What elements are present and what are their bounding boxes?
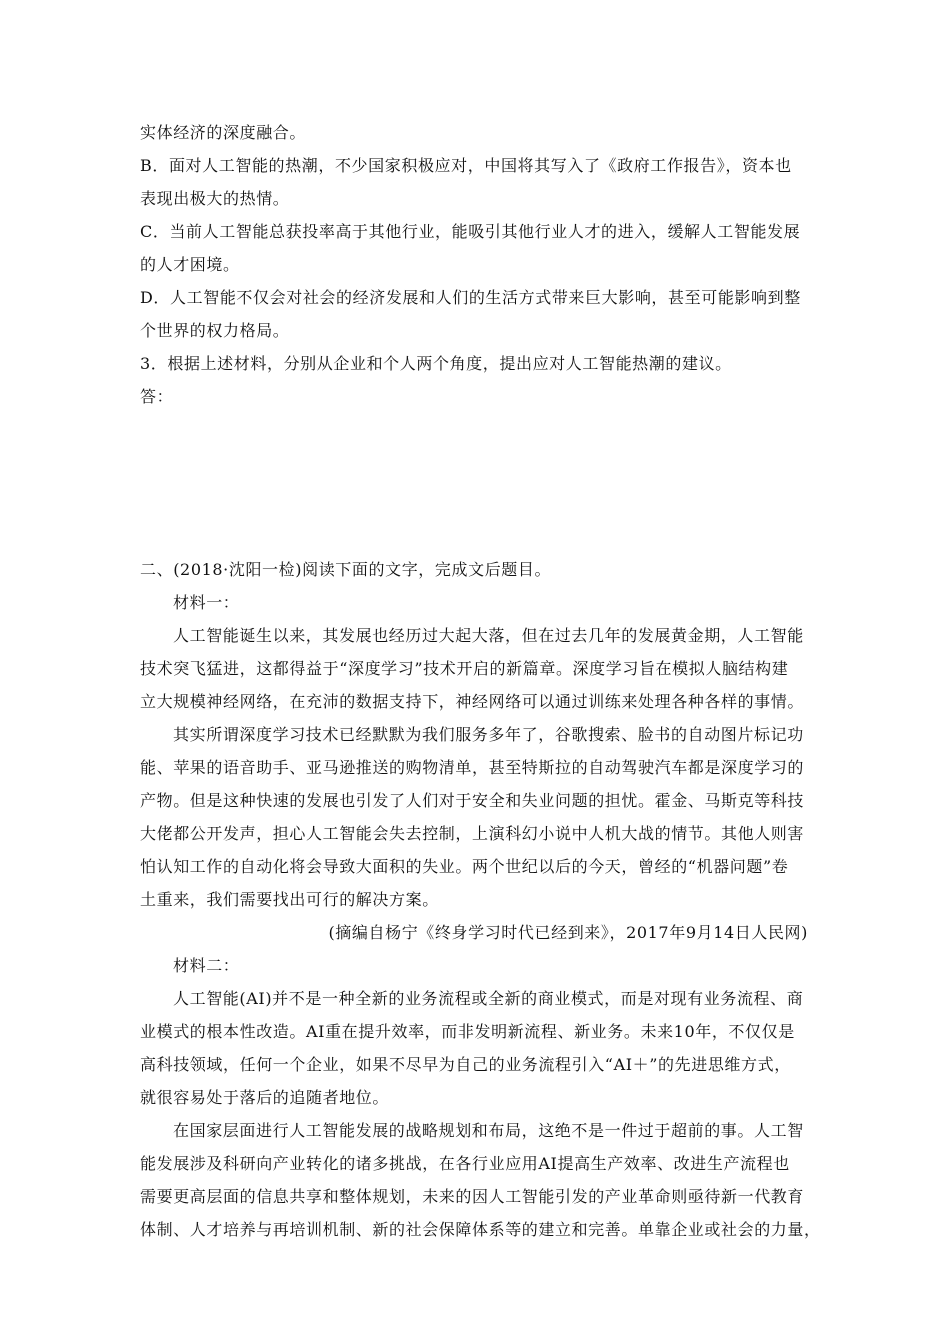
section-2-heading: 二、(2018·沈阳一检)阅读下面的文字，完成文后题目。 xyxy=(140,560,552,579)
paragraph-line: 立大规模神经网络，在充沛的数据支持下，神经网络可以通过训练来处理各种各样的事情。 xyxy=(140,692,805,711)
paragraph-line: 产物。但是这种快速的发展也引发了人们对于安全和失业问题的担忧。霍金、马斯克等科技 xyxy=(140,791,805,810)
citation-line: (摘编自杨宁《终身学习时代已经到来》，2017年9月14日人民网) xyxy=(328,923,808,942)
option-d-line-1: D．人工智能不仅会对社会的经济发展和人们的生活方式带来巨大影响，甚至可能影响到整 xyxy=(140,288,801,307)
paragraph-line: 能发展涉及科研向产业转化的诸多挑战，在各行业应用AI提高生产效率、改进生产流程也 xyxy=(140,1154,790,1173)
paragraph-line: 高科技领域，任何一个企业，如果不尽早为自己的业务流程引入“AI＋”的先进思维方式， xyxy=(140,1055,791,1074)
paragraph-line: 大佬都公开发声，担心人工智能会失去控制，上演科幻小说中人机大战的情节。其他人则害 xyxy=(140,824,805,843)
question-3: 3．根据上述材料，分别从企业和个人两个角度，提出应对人工智能热潮的建议。 xyxy=(140,354,732,373)
paragraph-line: 在国家层面进行人工智能发展的战略规划和布局，这绝不是一件过于超前的事。人工智 xyxy=(173,1121,804,1140)
paragraph-line: 体制、人才培养与再培训机制、新的社会保障体系等的建立和完善。单靠企业或社会的力量， xyxy=(140,1220,821,1239)
option-c-line-2: 的人才困境。 xyxy=(140,255,240,274)
paragraph-line: 其实所谓深度学习技术已经默默为我们服务多年了，谷歌搜索、脸书的自动图片标记功 xyxy=(173,725,804,744)
option-c-line-1: C．当前人工智能总获投率高于其他行业，能吸引其他行业人才的进入，缓解人工智能发展 xyxy=(140,222,801,241)
paragraph-line: 土重来，我们需要找出可行的解决方案。 xyxy=(140,890,439,909)
answer-label: 答： xyxy=(140,387,174,406)
material-2-label: 材料二： xyxy=(173,956,240,975)
option-d-line-2: 个世界的权力格局。 xyxy=(140,321,290,340)
paragraph-line: 需要更高层面的信息共享和整体规划，未来的因人工智能引发的产业革命则亟待新一代教育 xyxy=(140,1187,805,1206)
option-b-line-1: B．面对人工智能的热潮，不少国家积极应对，中国将其写入了《政府工作报告》，资本也 xyxy=(140,156,792,175)
paragraph-line: 怕认知工作的自动化将会导致大面积的失业。两个世纪以后的今天，曾经的“机器问题”卷 xyxy=(140,857,789,876)
paragraph-line: 人工智能(AI)并不是一种全新的业务流程或全新的商业模式，而是对现有业务流程、商 xyxy=(173,989,804,1008)
text-line: 实体经济的深度融合。 xyxy=(140,123,307,142)
option-b-line-2: 表现出极大的热情。 xyxy=(140,189,290,208)
paragraph-line: 人工智能诞生以来，其发展也经历过大起大落，但在过去几年的发展黄金期，人工智能 xyxy=(173,626,804,645)
paragraph-line: 业模式的根本性改造。AI重在提升效率，而非发明新流程、新业务。未来10年，不仅仅是 xyxy=(140,1022,795,1041)
material-1-label: 材料一： xyxy=(173,593,240,612)
paragraph-line: 就很容易处于落后的追随者地位。 xyxy=(140,1088,390,1107)
paragraph-line: 能、苹果的语音助手、亚马逊推送的购物清单，甚至特斯拉的自动驾驶汽车都是深度学习的 xyxy=(140,758,805,777)
paragraph-line: 技术突飞猛进，这都得益于“深度学习”技术开启的新篇章。深度学习旨在模拟人脑结构建 xyxy=(140,659,789,678)
